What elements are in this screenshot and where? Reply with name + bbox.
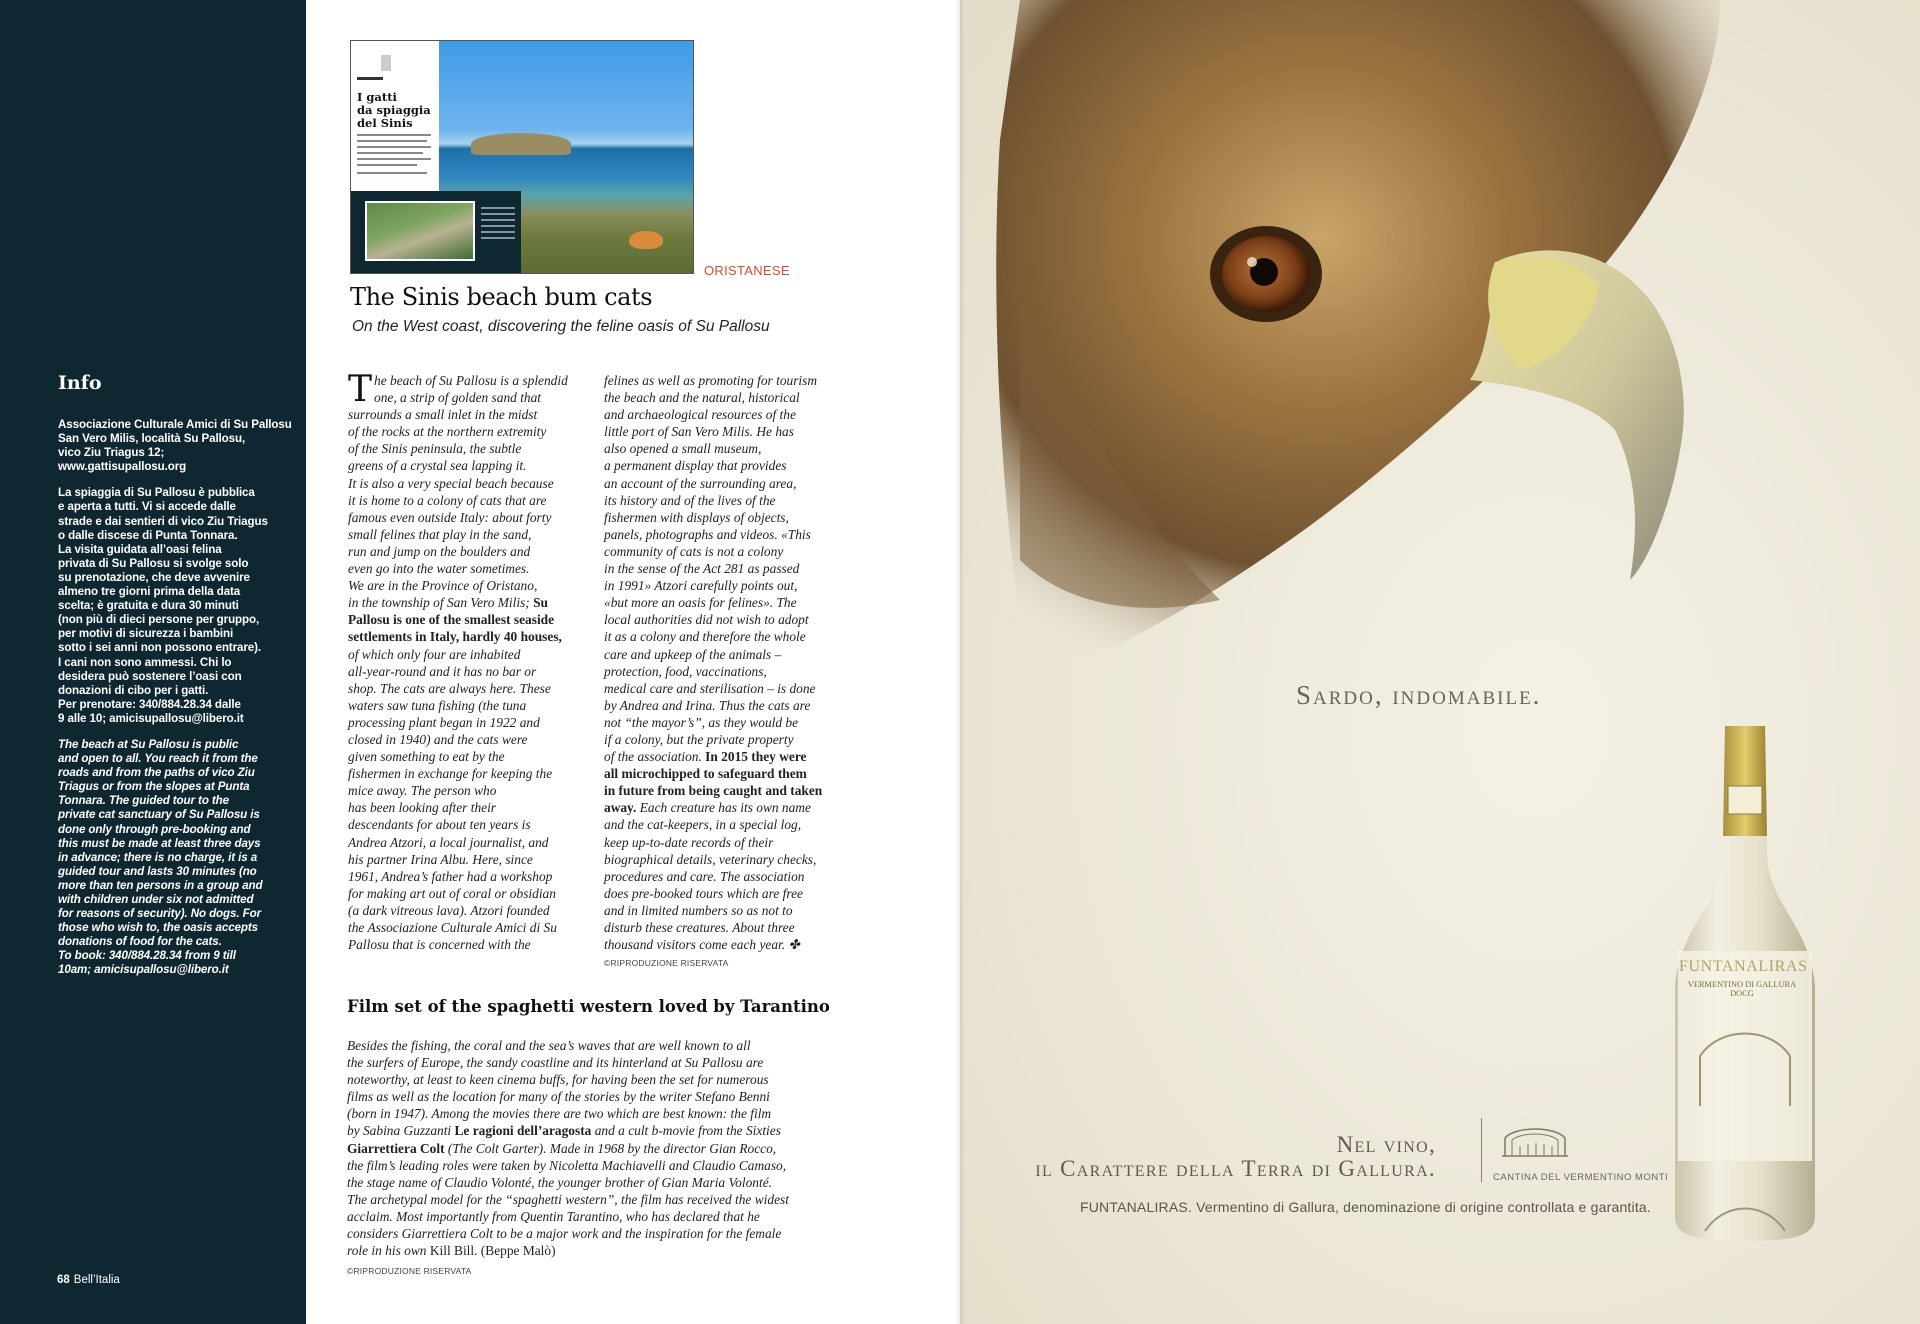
info-line: those who wish to, the oasis accepts [58, 921, 258, 935]
info-address-line: vico Ziu Triagus 12; www.gattisupallosu.org [58, 446, 187, 474]
article-line: his partner Irina Albu. Here, since [348, 851, 533, 867]
info-line: private cat sanctuary of Su Pallosu is [58, 808, 260, 822]
ad-legal-text: FUNTANALIRAS. Vermentino di Gallura, denominazione di origine controllata e garantita. [1080, 1199, 1651, 1215]
article-line: small felines that play in the sand, [348, 526, 532, 542]
thumbnail-text-panel [351, 41, 439, 191]
info-line: La spiaggia di Su Pallosu è pubblica [58, 486, 255, 500]
box-line [347, 1174, 847, 1191]
box-text-run: the stage name of Claudio Volonté, the younger brother of Gian Maria Volonté. [347, 1174, 772, 1190]
bold-text: all microchipped to safeguard them [604, 766, 807, 782]
info-line: Tonnara. The guided tour to the [58, 794, 230, 808]
film-title: Kill Bill. [429, 1243, 478, 1259]
film-title: Le ragioni dell’aragosta [454, 1123, 592, 1139]
article-line: even go into the water sometimes. [348, 561, 530, 577]
info-english [58, 738, 294, 978]
info-line: scelta; è gratuita e dura 30 minuti [58, 599, 239, 613]
section-kicker: ORISTANESE [704, 263, 790, 278]
article-line: not “the mayor’s”, as they would be [604, 714, 799, 730]
bottle-capsule [1723, 726, 1767, 836]
article-line: and in limited numbers so as not to [604, 902, 793, 918]
box-line [347, 1191, 847, 1208]
article-line [348, 611, 588, 628]
article-line: one, a strip of golden sand that [374, 390, 542, 406]
article-line: 1961, Andrea’s father had a workshop [348, 868, 553, 884]
info-line: Triagus or from the slopes at Punta [58, 780, 250, 794]
box-title: Film set of the spaghetti western loved by Tarantino [347, 997, 830, 1016]
box-line [347, 1157, 847, 1174]
box-line [347, 1140, 847, 1157]
drop-cap: T [348, 369, 373, 410]
box-text [347, 1037, 847, 1259]
film-title: Giarrettiera Colt [347, 1140, 445, 1156]
bold-text: Pallosu is one of the smallest seaside [348, 612, 555, 628]
bold-text: settlements in Italy, hardly 40 houses, [348, 629, 562, 645]
info-line: per motivi di sicurezza i bambini [58, 627, 234, 641]
thumbnail-inset-photo [365, 201, 475, 261]
info-line: more than ten persons in a group and [58, 878, 263, 892]
bold-text: in future from being caught and taken [604, 783, 823, 799]
info-line: this must be made at least three days [58, 836, 261, 850]
article-line: fishermen with displays of objects, [604, 509, 789, 525]
info-line: 10am; amicisupallosu@libero.it [58, 963, 229, 977]
ad-slogan: Sardo, indomabile. [1296, 680, 1542, 710]
info-line: su prenotazione, che deve avvenire [58, 570, 250, 584]
tagline-divider [1481, 1118, 1482, 1182]
thumbnail-title [357, 91, 437, 130]
box-line [347, 1037, 847, 1054]
island-shape [471, 133, 571, 155]
box-text-run: noteworthy, at least to keen cinema buffs, for having been the set for numerous [347, 1072, 769, 1088]
info-line: o dalle discese di Punta Tonnara. [58, 528, 238, 542]
article-line: local authorities did not wish to adopt [604, 612, 809, 628]
article-text: of the association. [604, 749, 706, 765]
thumbnail-text-line [357, 172, 427, 174]
info-line: donations of food for the cats. [58, 935, 222, 949]
thumbnail-title-line: da spiaggia [357, 103, 431, 117]
thumbnail-logo [381, 55, 391, 71]
article-line: of which only four are inhabited [348, 646, 521, 662]
box-copyright-note: ©RIPRODUZIONE RISERVATA [347, 1266, 472, 1276]
thumbnail-text-line [357, 158, 431, 160]
article-line: waters saw tuna fishing (the tuna [348, 697, 527, 713]
thumbnail-kicker [357, 77, 383, 80]
article-line: the beach and the natural, historical [604, 390, 800, 406]
article-line: run and jump on the boulders and [348, 543, 531, 559]
box-text-run: (born in 1947). Among the movies there are two which are best known: the film [347, 1106, 772, 1122]
article-line: We are in the Province of Oristano, [348, 578, 538, 594]
tagline-line: Nel vino, [1336, 1132, 1436, 1157]
article-line: it is home to a colony of cats that are [348, 492, 547, 508]
info-address-line: San Vero Milis, località Su Pallosu, [58, 432, 246, 446]
info-line: with children under six not admitted [58, 893, 254, 906]
article-line: of the rocks at the northern extremity [348, 424, 547, 440]
thumbnail-caption-line [481, 225, 515, 227]
article-line: thousand visitors come each year. ✤ [604, 937, 800, 953]
page-folio [57, 1274, 120, 1286]
article-line: it as a colony and therefore the whole [604, 629, 806, 645]
bold-text: Su [533, 595, 549, 611]
copyright-note: ©RIPRODUZIONE RISERVATA [604, 958, 729, 968]
article-line: felines as well as promoting for tourism [604, 373, 818, 388]
article-line [604, 765, 844, 782]
article-line: famous even outside Italy: about forty [348, 509, 552, 525]
article-line: he beach of Su Pallosu is a splendid [374, 373, 568, 388]
bold-text: In 2015 they were [705, 749, 807, 765]
thumbnail-text-line [357, 164, 417, 166]
thumbnail-text-line [357, 140, 427, 142]
info-line: To book: 340/884.28.34 from 9 till [58, 949, 236, 963]
article-column-1 [348, 369, 588, 953]
ad-tagline [1035, 1133, 1436, 1181]
thumbnail-text-line [357, 146, 431, 148]
article-column-2 [604, 372, 844, 953]
article-line: the Associazione Culturale Amici di Su [348, 920, 557, 935]
info-line: 9 alle 10; amicisupallosu@libero.it [58, 711, 244, 725]
cat-shape [629, 231, 663, 249]
article-line: of the Sinis peninsula, the subtle [348, 441, 522, 457]
box-line [347, 1105, 847, 1122]
article-line [604, 748, 844, 765]
article-line: disturb these creatures. About three [604, 920, 795, 935]
eagle-image [960, 0, 1920, 720]
article-line: medical care and sterilisation – is done [604, 680, 816, 696]
article-line: It is also a very special beach because [348, 475, 554, 491]
box-text-run: The archetypal model for the “spaghetti western”, the film has received the widest [347, 1191, 789, 1207]
article-line: greens of a crystal sea lapping it. [348, 458, 527, 474]
info-line: roads and from the paths of vico Ziu [58, 766, 255, 780]
box-line [347, 1071, 847, 1088]
thumbnail-caption-line [481, 213, 515, 215]
article-line: surrounds a small inlet in the midst [348, 407, 538, 423]
bold-text: away. [604, 800, 637, 816]
article-line: for making art out of coral or obsidian [348, 885, 556, 901]
article-line: a permanent display that provides [604, 458, 787, 474]
info-line: almeno tre giorni prima della data [58, 585, 241, 599]
box-text-run: the surfers of Europe, the sandy coastline and its hinterland at Su Pallosu are [347, 1055, 764, 1071]
article-headline: The Sinis beach bum cats [350, 283, 653, 311]
bottle-neck-label [1728, 786, 1762, 814]
article-line: panels, photographs and videos. «This [604, 526, 811, 542]
article-line: Pallosu that is concerned with the [348, 937, 531, 953]
article-line: processing plant began in 1922 and [348, 714, 540, 730]
article-line: shop. The cats are always here. These [348, 680, 551, 696]
box-text-run: role in his own [347, 1243, 430, 1259]
article-line: if a colony, but the private property [604, 731, 794, 747]
info-line: for reasons of security). No dogs. For [58, 907, 261, 921]
article-line: Andrea Atzori, a local journalist, and [348, 834, 549, 850]
info-line: done only through pre-booking and [58, 822, 251, 836]
thumbnail-text-line [357, 152, 423, 154]
thumbnail-caption-line [481, 219, 515, 221]
article-line: community of cats is not a colony [604, 543, 784, 559]
article-line: also opened a small museum, [604, 441, 762, 457]
info-line: (non più di dieci persone per gruppo, [58, 613, 260, 627]
article-text: in the township of San Vero Milis; [348, 595, 534, 611]
article-text: Each creature has its own name [636, 800, 811, 816]
eye-highlight [1247, 257, 1257, 267]
article-line: closed in 1940) and the cats were [348, 731, 528, 747]
article-line: procedures and care. The association [604, 868, 805, 884]
info-line: sotto i sei anni non possono entrare). [58, 641, 261, 655]
box-text-run: films as well as the location for many of the stories by the writer Stefano Benni [347, 1089, 770, 1105]
info-line: e aperta a tutti. Vi si accede dalle [58, 500, 236, 514]
article-line: biographical details, veterinary checks, [604, 851, 817, 867]
winery-gate-logo [1500, 1120, 1570, 1160]
info-italian [58, 486, 294, 726]
thumbnail-title-line: I gatti [357, 90, 397, 104]
box-author: (Beppe Malò) [477, 1243, 556, 1259]
box-text-run: considers Giarrettiera Colt to be a major work and the inspiration for the female [347, 1226, 782, 1242]
article-standfirst: On the West coast, discovering the feline oasis of Su Pallosu [352, 318, 770, 335]
info-sidebar [0, 0, 306, 1324]
info-line: and open to all. You reach it from the [58, 752, 258, 766]
wine-advertisement [960, 0, 1920, 1324]
info-line: I cani non sono ammessi. Chi lo [58, 655, 232, 669]
info-line: privata di Su Pallosu si svolge solo [58, 556, 249, 570]
article-line: descendants for about ten years is [348, 817, 531, 833]
page-number: 68 [57, 1274, 70, 1286]
article-line: and archaeological resources of the [604, 407, 796, 423]
article-line: does pre-booked tours which are free [604, 885, 803, 901]
page-gutter [955, 0, 965, 1324]
thumbnail-caption-line [481, 237, 515, 239]
info-line: in advance; there is no charge, it is a [58, 850, 258, 864]
tagline-line: il Carattere della Terra di Gallura. [1035, 1156, 1436, 1181]
article-line: care and upkeep of the animals – [604, 646, 782, 662]
article-line: by Andrea and Irina. Thus the cats are [604, 697, 811, 713]
info-line: The beach at Su Pallosu is public [58, 737, 239, 751]
info-line: strade e dai sentieri di vico Ziu Triagus [58, 514, 268, 528]
box-line [347, 1225, 847, 1242]
article-line: fishermen in exchange for keeping the [348, 766, 553, 782]
magazine-name: Bell’Italia [73, 1274, 120, 1286]
article-line: «but more an oasis for felines». The [604, 595, 797, 611]
bottle-subtitle: VERMENTINO DI GALLURA DOCG [1687, 980, 1797, 998]
article-line: given something to eat by the [348, 749, 505, 765]
article-line: mice away. The person who [348, 783, 497, 799]
info-address [58, 418, 294, 474]
article-line [348, 594, 588, 611]
article-line: has been looking after their [348, 800, 497, 816]
article-line: in 1991» Atzori carefully points out, [604, 578, 798, 594]
article-line [604, 799, 844, 816]
box-line [347, 1054, 847, 1071]
box-text-run: (The Colt Garter). Made in 1968 by the director Gian Rocco, [444, 1140, 777, 1156]
article-line: (a dark vitreous lava). Atzori founded [348, 902, 550, 918]
article-line: in the sense of the Act 281 as passed [604, 561, 800, 577]
article-line: and the cat-keepers, in a special log, [604, 817, 802, 833]
box-text-run: acclaim. Most importantly from Quentin Tarantino, who has declared that he [347, 1208, 760, 1224]
info-body [58, 418, 294, 990]
thumbnail-title-line: del Sinis [357, 116, 413, 130]
info-line: desidera può sostenere l’oasi con [58, 669, 242, 683]
info-line: guided tour and lasts 30 minutes (no [58, 864, 257, 878]
article-line: little port of San Vero Milis. He has [604, 424, 794, 440]
box-line [347, 1242, 847, 1259]
article-thumbnail-image [350, 40, 694, 274]
winery-name: CANTINA DEL VERMENTINO MONTI [1493, 1172, 1669, 1183]
thumbnail-caption-line [481, 231, 515, 233]
box-text-run: by Sabina Guzzanti [347, 1123, 455, 1139]
info-line: Per prenotare: 340/884.28.34 dalle [58, 697, 241, 711]
article-line: keep up-to-date records of their [604, 834, 774, 850]
article-line: an account of the surrounding area, [604, 475, 797, 491]
article-line: protection, food, vaccinations, [604, 663, 767, 679]
thumbnail-text-line [357, 134, 431, 136]
bottle-brand: FUNTANALIRAS [1679, 958, 1808, 975]
article-line [604, 782, 844, 799]
box-text-run: the film’s leading roles were taken by Nicoletta Machiavelli and Claudio Camaso, [347, 1157, 787, 1173]
box-line [347, 1122, 847, 1139]
info-address-line: Associazione Culturale Amici di Su Pallosu [58, 418, 292, 431]
box-line [347, 1088, 847, 1105]
box-text-run: Besides the fishing, the coral and the sea’s waves that are well known to all [347, 1038, 751, 1053]
info-line: donazioni di cibo per i gatti. [58, 683, 209, 697]
article-line: its history and of the lives of the [604, 492, 776, 508]
info-title: Info [58, 372, 102, 394]
thumbnail-caption-line [481, 207, 515, 209]
article-line [348, 628, 588, 645]
info-line: La visita guidata all’oasi felina [58, 542, 222, 556]
article-line: all-year-round and it has no bar or [348, 663, 537, 679]
box-line [347, 1208, 847, 1225]
box-text-run: and a cult b-movie from the Sixties [591, 1123, 781, 1139]
